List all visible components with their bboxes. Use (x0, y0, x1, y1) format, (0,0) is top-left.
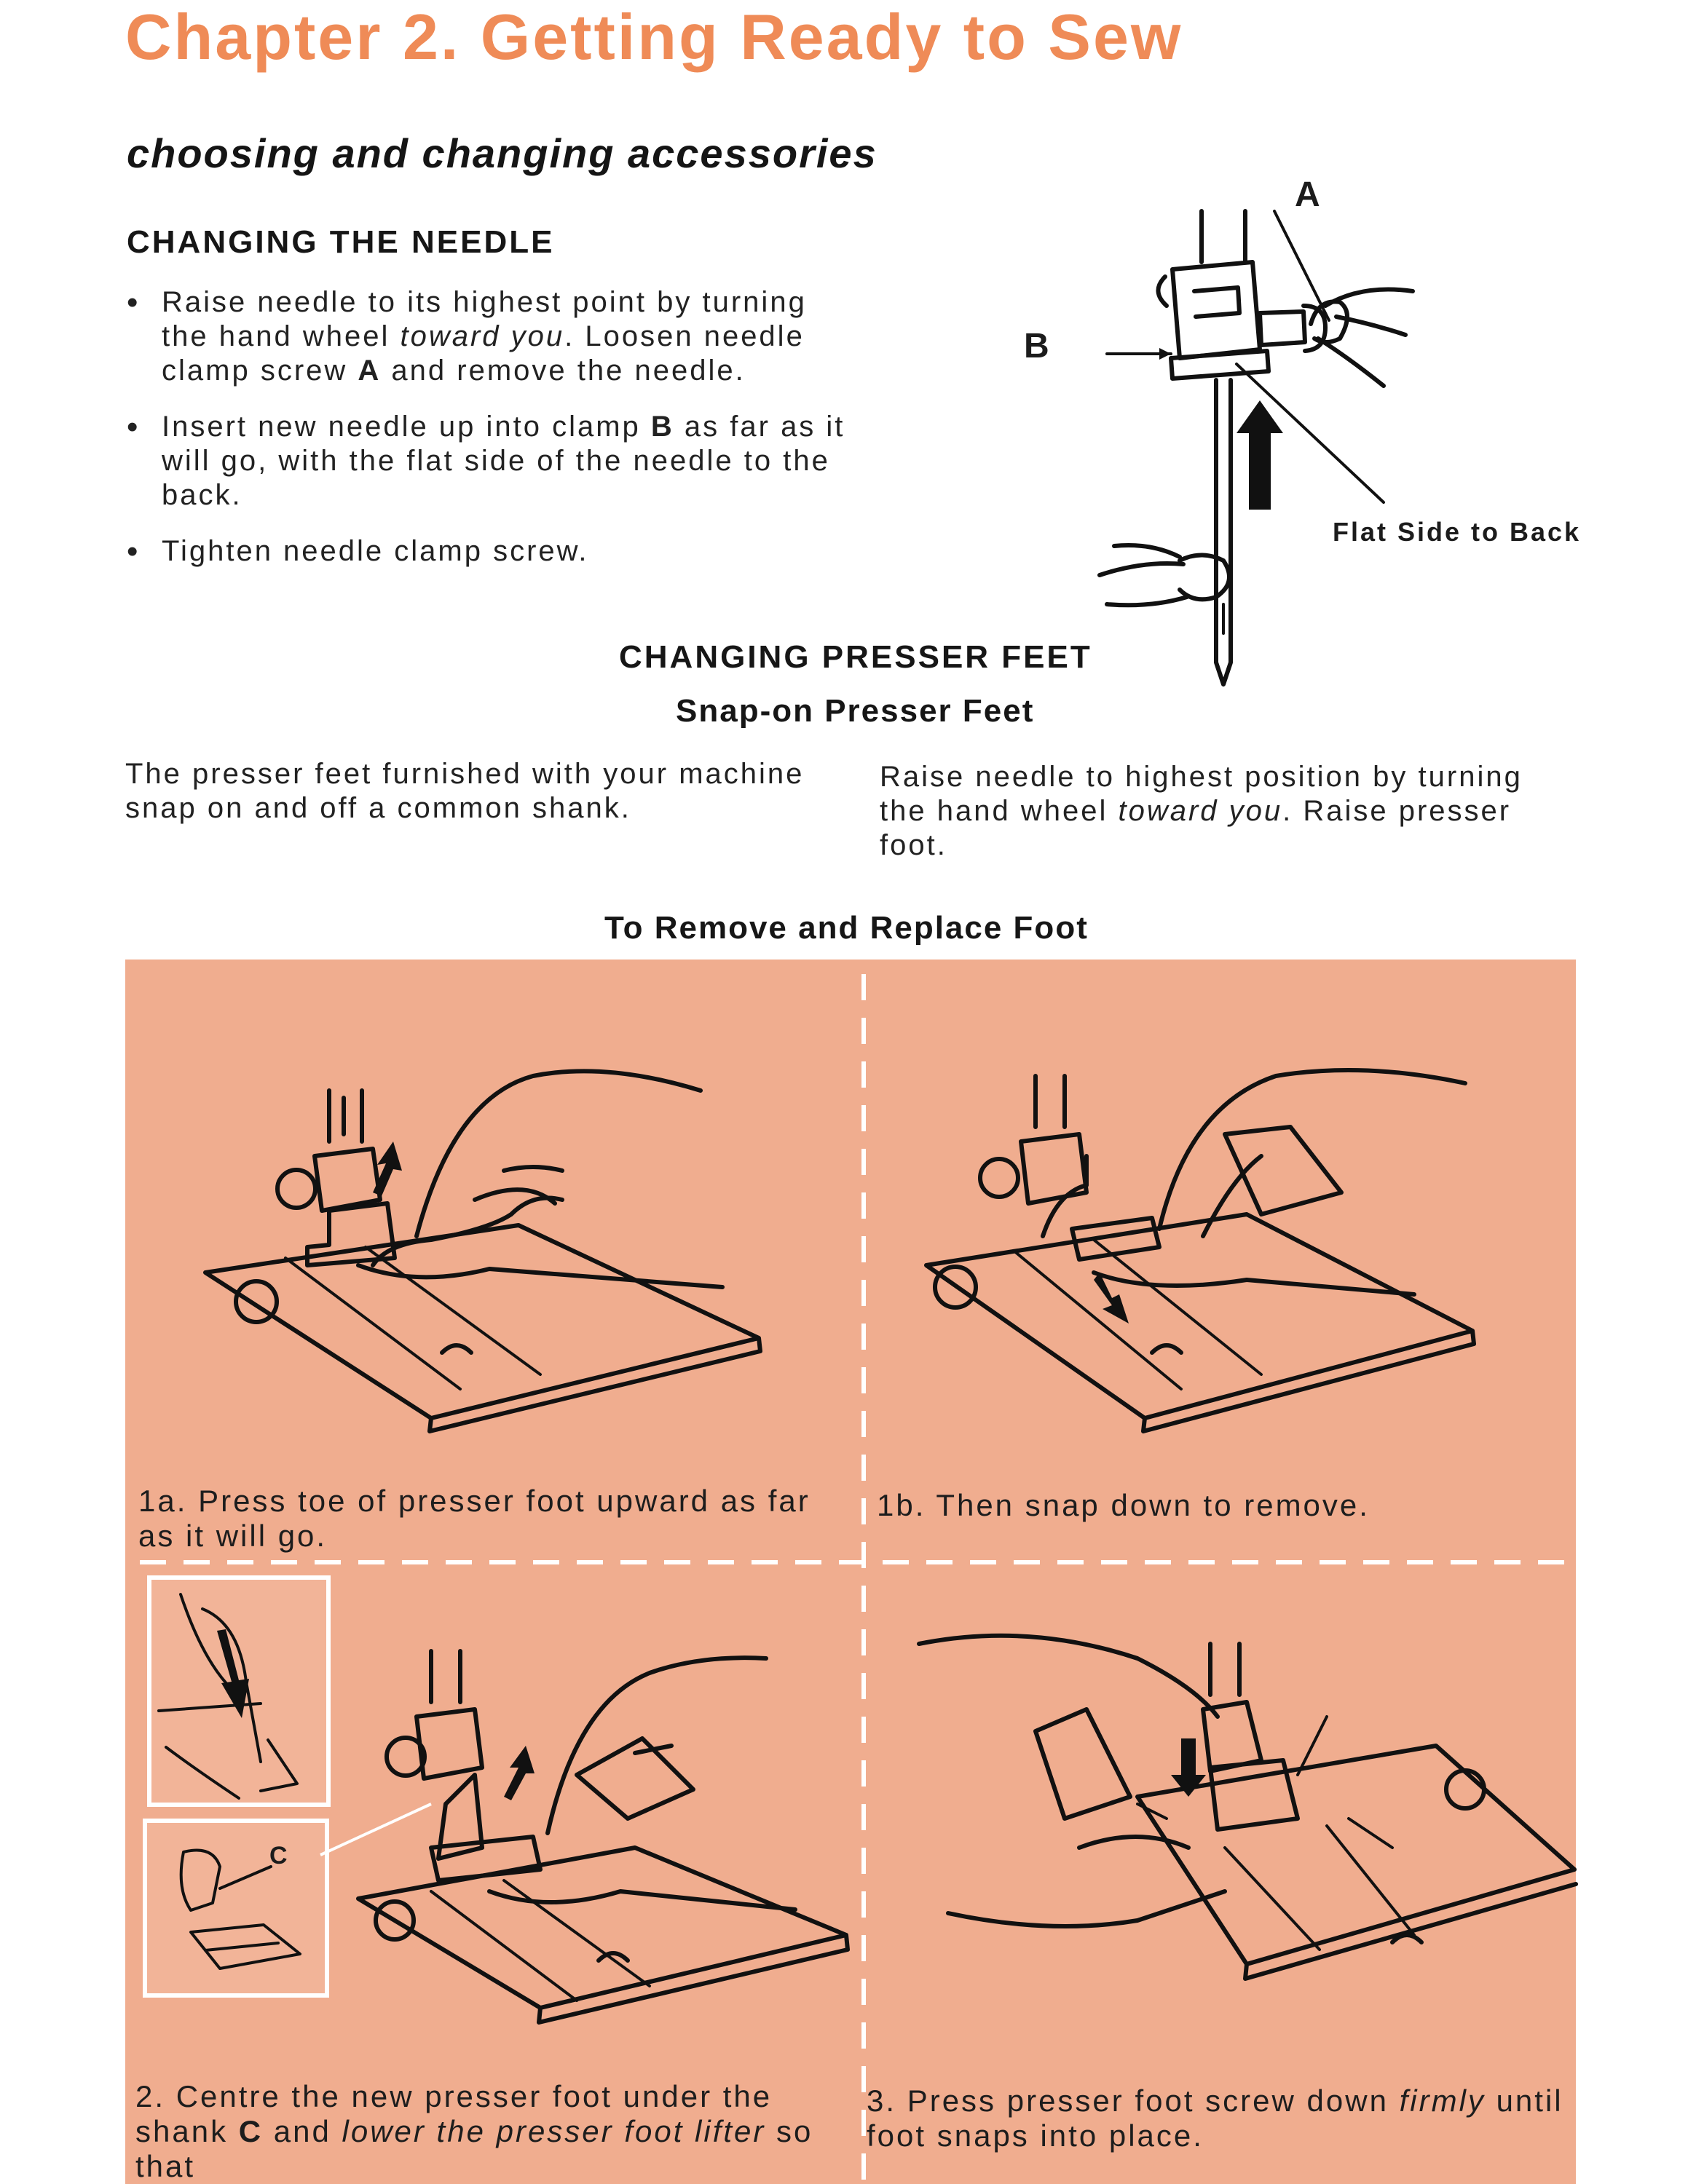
presser-subheading: Snap-on Presser Feet (676, 693, 1035, 729)
illustration-step-3 (919, 1629, 1574, 2037)
remove-heading: To Remove and Replace Foot (604, 910, 1089, 946)
presser-intro-left: The presser feet furnished with your machine snap on and off a common shank. (125, 758, 805, 824)
caption-step-1b: 1b. Then snap down to remove. (877, 1488, 1370, 1522)
caption-step-1a: 1a. Press toe of presser foot upward as far as it will go. (138, 1484, 811, 1553)
illustration-step-1b (912, 1047, 1567, 1484)
flat-side-label: Flat Side to Back (1333, 517, 1582, 547)
needle-step-3: • Tighten needle clamp screw. (127, 534, 855, 569)
needle-label-b: B (1024, 327, 1049, 365)
section-title: choosing and changing accessories (127, 130, 877, 176)
presser-intro-right: Raise needle to highest position by turning the hand wheel toward you. Raise presser foot. (880, 761, 1523, 861)
caption-step-3: 3. Press presser foot screw down firmly until foot snaps into place. (867, 2084, 1563, 2153)
needle-step-1: • Raise needle to its highest point by turning the hand wheel toward you. Loosen needle clamp screw A and remove the needle. (127, 285, 855, 388)
needle-label-a: A (1295, 175, 1320, 214)
illustration-step-2 (358, 1629, 868, 2037)
chapter-title: Chapter 2. Getting Ready to Sew (125, 1, 1183, 73)
presser-heading: CHANGING PRESSER FEET (619, 639, 1092, 675)
needle-heading: CHANGING THE NEEDLE (127, 224, 555, 260)
inset-label-c: C (269, 1842, 288, 1870)
needle-illustration (1005, 167, 1602, 699)
caption-step-2: 2. Centre the new presser foot under the shank C and lower the presser foot lifter so that (135, 2079, 813, 2183)
needle-steps (127, 285, 855, 590)
needle-step-2: • Insert new needle up into clamp B as far as it will go, with the flat side of the needle to the back. (127, 410, 855, 513)
instruction-panel (125, 960, 1576, 2184)
